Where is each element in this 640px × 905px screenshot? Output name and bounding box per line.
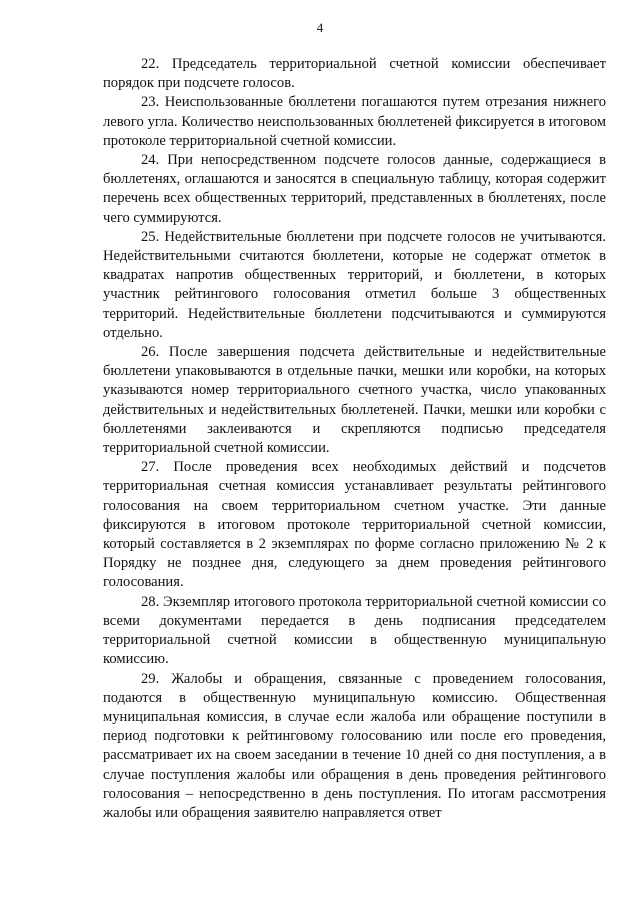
paragraph-22: 22. Председатель территориальной счетной комиссии обеспечивает порядок при подсчете голосов. [103, 56, 606, 92]
document-body [103, 55, 606, 823]
paragraph-28: 28. Экземпляр итогового протокола территориальной счетной комиссии со всеми документами передается в день подписания председателем территориальной счетной комиссии в общественную муниципальную комиссию. [103, 593, 606, 668]
paragraph-29: 29. Жалобы и обращения, связанные с проведением голосования, подаются в общественную муниципальную комиссию. Общественная муниципальная комиссия, в случае если жалоба или обращение поступили в период подготовки к рейтинговому голосованию или после его проведения, рассматривает их на своем заседании в течение 10 дней со дня поступления, а в случае поступления жалобы или обращения в день проведения рейтингового голосования – непосредственно в день поступления. По итогам рассмотрения жалобы или обращения заявителю направляется ответ [103, 670, 606, 821]
paragraph-23: 23. Неиспользованные бюллетени погашаются путем отрезания нижнего левого угла. Количество неиспользованных бюллетеней фиксируется в итоговом протоколе территориальной счетной комиссии. [103, 94, 606, 149]
paragraph-24: 24. При непосредственном подсчете голосов данные, содержащиеся в бюллетенях, оглашаются и заносятся в специальную таблицу, которая содержит перечень всех общественных территорий, представленных в бюллетенях, после чего суммируются. [103, 152, 606, 226]
page-number: 4 [316, 20, 324, 35]
paragraph-25: 25. Недействительные бюллетени при подсчете голосов не учитываются. Недействительными считаются бюллетени, которые не содержат отметок в квадратах напротив общественных территорий, и бюллетени, в которых участник рейтингового голосования отметил больше 3 общественных территорий. Недействительные бюллетени подсчитываются и суммируются отдельно. [103, 228, 606, 341]
paragraph-27: 27. После проведения всех необходимых действий и подсчетов территориальная счетная комиссия устанавливает результаты рейтингового голосования на своем территориальном счетном участке. Эти данные фиксируются в итоговом протоколе территориальной счетной комиссии, который составляется в 2 экземплярах по форме согласно приложению № 2 к Порядку не позднее дня, следующего за днем проведения рейтингового голосования. [103, 459, 606, 591]
paragraph-26: 26. После завершения подсчета действительные и недействительные бюллетени упаковываются в отдельные пачки, мешки или коробки, на которых указываются номер территориального счетного участка, число упакованных действительных и недействительных бюллетеней. Пачки, мешки или коробки с бюллетенями заклеиваются и скрепляются подписью председателя территориальной счетной комиссии. [103, 344, 606, 457]
